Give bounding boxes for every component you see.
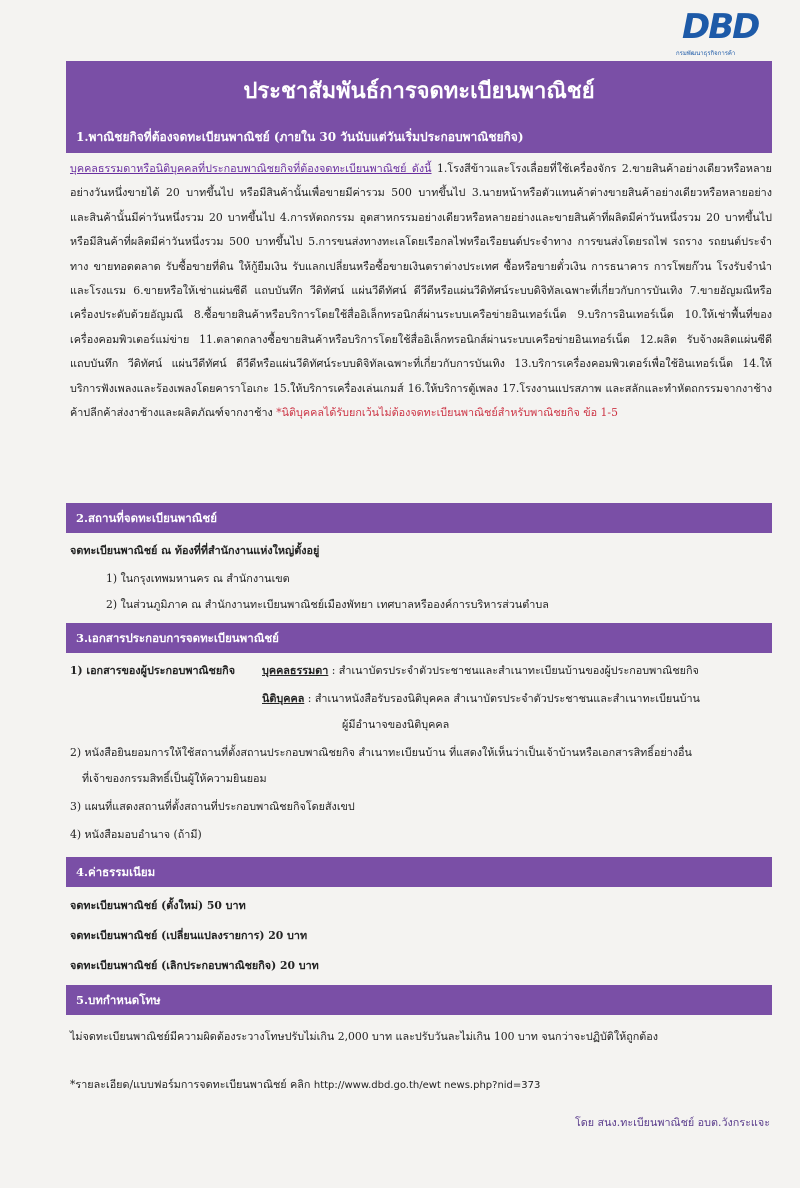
section-1-body <box>70 157 772 425</box>
section-3-juristic-row <box>262 690 700 707</box>
section-2-item-1: 1) ในกรุงเทพมหานคร ณ สำนักงานเขต <box>106 572 290 585</box>
section-1-lead: บุคคลธรรมดาหรือนิติบุคคลที่ประกอบพาณิชยกิจที่ต้องจดทะเบียนพาณิชย์ ดังนี้ <box>70 162 432 175</box>
section-1-heading: 1.พาณิชยกิจที่ต้องจดทะเบียนพาณิชย์ (ภายใน 30 วันนับแต่วันเริ่มประกอบพาณิชยกิจ) <box>66 121 772 153</box>
juristic-text: : สำเนาหนังสือรับรองนิติบุคคล สำเนาบัตรประจำตัวประชาชนและสำเนาทะเบียนบ้าน <box>304 692 700 705</box>
section-2-intro: จดทะเบียนพาณิชย์ ณ ท้องที่ที่สำนักงานแห่งใหญ่ตั้งอยู่ <box>70 544 320 557</box>
section-3-item-2-cont: ที่เจ้าของกรรมสิทธิ์เป็นผู้ให้ความยินยอม <box>82 772 267 785</box>
penalty-text: ไม่จดทะเบียนพาณิชย์มีความผิดต้องระวางโทษปรับไม่เกิน 2,000 บาท และปรับวันละไม่เกิน 100 บาท จนกว่าจะปฏิบัติให้ถูกต้อง <box>70 1030 659 1043</box>
fee-change: จดทะเบียนพาณิชย์ (เปลี่ยนแปลงรายการ) 20 บาท <box>70 929 308 942</box>
section-3-juristic-row-2: ผู้มีอำนาจของนิติบุคคล <box>342 718 450 731</box>
section-3-item-1 <box>70 662 235 679</box>
section-3-item-1-prefix: 1) เอกสารของผู้ประกอบพาณิชยกิจ <box>70 664 236 677</box>
person-label: บุคคลธรรมดา <box>262 664 329 677</box>
dbd-logo <box>672 7 772 57</box>
page-title: ประชาสัมพันธ์การจดทะเบียนพาณิชย์ <box>66 61 772 121</box>
details-link[interactable]: http://www.dbd.go.th/ewt news.php?nid=373 <box>313 1080 541 1091</box>
details-note <box>70 1076 540 1093</box>
person-text: : สำเนาบัตรประจำตัวประชาชนและสำเนาทะเบียนบ้านของผู้ประกอบพาณิชยกิจ <box>328 664 699 677</box>
section-2-item-2: 2) ในส่วนภูมิภาค ณ สำนักงานทะเบียนพาณิชย์เมืองพัทยา เทศบาลหรือองค์การบริหารส่วนตำบล <box>106 598 549 611</box>
juristic-label: นิติบุคคล <box>262 692 305 705</box>
section-3-item-4: 4) หนังสือมอบอำนาจ (ถ้ามี) <box>70 828 202 841</box>
author-credit: โดย สนง.ทะเบียนพาณิชย์ อบต.วังกระแจะ <box>574 1116 770 1129</box>
section-5-heading: 5.บทกำหนดโทษ <box>66 985 772 1015</box>
details-prefix: *รายละเอียด/แบบฟอร์มการจดทะเบียนพาณิชย์ คลิก <box>70 1078 314 1091</box>
section-2-heading: 2.สถานที่จดทะเบียนพาณิชย์ <box>66 503 772 533</box>
fee-close: จดทะเบียนพาณิชย์ (เลิกประกอบพาณิชยกิจ) 20 บาท <box>70 959 319 972</box>
fee-new: จดทะเบียนพาณิชย์ (ตั้งใหม่) 50 บาท <box>70 899 246 912</box>
section-3-person-row <box>262 662 699 679</box>
section-1-note: *นิติบุคคลได้รับยกเว้นไม่ต้องจดทะเบียนพาณิชย์สำหรับพาณิชยกิจ ข้อ 1-5 <box>272 406 618 420</box>
section-4-heading: 4.ค่าธรรมเนียม <box>66 857 772 887</box>
section-3-heading: 3.เอกสารประกอบการจดทะเบียนพาณิชย์ <box>66 623 772 653</box>
dbd-logo-mark: DBD <box>682 7 759 47</box>
dbd-logo-subtitle: กรมพัฒนาธุรกิจการค้า <box>676 50 736 57</box>
section-1-text: 1.โรงสีข้าวและโรงเลื่อยที่ใช้เครื่องจักร 2.ขายสินค้าอย่างเดียวหรือหลายอย่างวันหนึ่งขายได้ 20 บาทขึ้นไป หรือมีสินค้านั้นเพื่อขายมีค่ารวม 500 บาทขึ้นไป 3.นายหน้าหรือตัวแทนค้าต่างขายสินค้าอย่างเดียวหรือหลายอย่างและสินค้านั้นมีค่าวันหนึ่งรวม 20 บาทขึ้นไป 4.การหัตถกรรม อุตสาหกรรมอย่างเดียวหรือหลายอย่างและขายสินค้าที่ผลิตมีค่าวันหนึ่งรวม 20 บาทขึ้นไปหรือมีสินค้าที่ผลิตมีค่าวันหนึ่งรวม 500 บาทขึ้นไป 5.การขนส่งทางทะเลโดยเรือกลไฟหรือเรือยนต์ประจำทาง การขนส่งโดยรถไฟ รถราง รถยนต์ประจำทาง ขายทอดตลาด รับซื้อขายที่ดิน ให้กู้ยืมเงิน รับแลกเปลี่ยนหรือซื้อขายเงินตราต่างประเทศ ซื้อหรือขายตั๋วเงิน การธนาคาร การโพยก๊วน โรงรับจำนำและโรงแรม 6.ขายหรือให้เช่าแผ่นซีดี แถบบันทึก วีดิทัศน์ แผ่นวีดีทัศน์ ดีวีดีหรือแผ่นวีดิทัศน์ระบบดิจิทัลเฉพาะที่เกี่ยวกับการบันเทิง 7.ขายอัญมณีหรือเครื่องประดับด้วยอัญมณี 8.ซื้อขายสินค้าหรือบริการโดยใช้สื่ออิเล็กทรอนิกส์ผ่านระบบเครือข่ายอินเทอร์เน็ต 9.บริการอินเทอร์เน็ต 10.ให้เช่าพื้นที่ของเครื่องคอมพิวเตอร์แม่ข่าย 11.ตลาดกลางซื้อขายสินค้าหรือบริการโดยใช้สื่ออิเล็กทรอนิกส์ผ่านระบบเครือข่ายอินเทอร์เน็ต 12.ผลิต รับจ้างผลิตแผ่นซีดี แถบบันทึก วีดิทัศน์ แผ่นวีดีทัศน์ ดีวีดีหรือแผ่นวีดิทัศน์ระบบดิจิทัลเฉพาะที่เกี่ยวกับการบันเทิง 13.บริการเครื่องคอมพิวเตอร์เพื่อใช้อินเทอร์เน็ต 14.ให้บริการฟังเพลงและร้องเพลงโดยคาราโอเกะ 15.ให้บริการเครื่องเล่นเกมส์ 16.ให้บริการตู้เพลง 17.โรงงานแปรสภาพ และสลักและทำหัตถกรรมจากงาช้าง ค้าปลีกค้าส่งงาช้างและผลิตภัณฑ์จากงาช้าง <box>70 162 773 420</box>
section-3-item-3: 3) แผนที่แสดงสถานที่ตั้งสถานที่ประกอบพาณิชยกิจโดยสังเขป <box>70 800 355 813</box>
section-3-item-2: 2) หนังสือยินยอมการให้ใช้สถานที่ตั้งสถานประกอบพาณิชยกิจ สำเนาทะเบียนบ้าน ที่แสดงให้เห็นว่าเป็นเจ้าบ้านหรือเอกสารสิทธิ์อย่างอื่น <box>70 746 692 759</box>
